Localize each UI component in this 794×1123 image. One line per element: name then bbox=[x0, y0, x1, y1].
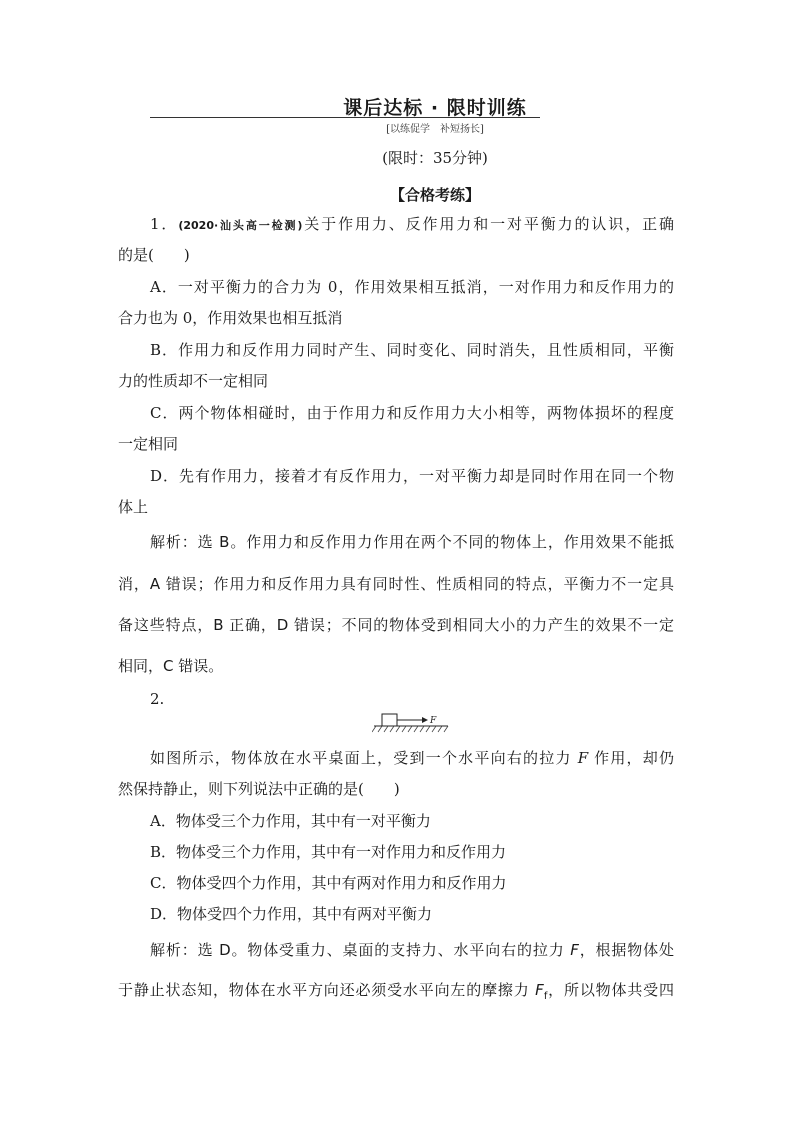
q1-option-d-line-1: D．先有作用力，接着才有反作用力，一对平衡力却是同时作用在同一个物 bbox=[150, 467, 674, 485]
q1-source: (2020·汕头高一检测) bbox=[178, 219, 303, 232]
section-title: 【合格考练】 bbox=[389, 186, 480, 204]
q1-option-a-line-2: 合力也为 0，作用效果也相互抵消 bbox=[118, 309, 343, 327]
time-limit: (限时：35分钟) bbox=[382, 149, 488, 167]
q1-number: 1． bbox=[150, 215, 179, 233]
q2-option-d: D．物体受四个力作用，其中有两对平衡力 bbox=[150, 905, 433, 923]
q2-exp-2a: 于静止状态知，物体在水平方向还必须受水平向左的摩擦力 bbox=[118, 981, 536, 999]
q2-exp-friction-symbol: F bbox=[535, 981, 544, 999]
q1-stem-line-2: 的是( ) bbox=[118, 246, 190, 264]
q2-option-b: B．物体受三个力作用，其中有一对作用力和反作用力 bbox=[150, 843, 507, 861]
q1-option-b-line-1: B．作用力和反作用力同时产生、同时变化、同时消失，且性质相同，平衡 bbox=[150, 341, 674, 359]
header-rule bbox=[150, 117, 540, 118]
q1-option-c-line-1: C．两个物体相碰时，由于作用力和反作用力大小相等，两物体损坏的程度 bbox=[150, 404, 674, 422]
q2-option-a: A．物体受三个力作用，其中有一对平衡力 bbox=[150, 812, 431, 830]
block-on-table-diagram bbox=[372, 712, 452, 738]
q2-stem-1b: 作用，却仍 bbox=[588, 749, 674, 767]
q2-stem-line-1 bbox=[150, 747, 674, 768]
q2-stem-1a: 如图所示，物体放在水平桌面上，受到一个水平向右的拉力 bbox=[150, 749, 578, 767]
q1-option-d-line-2: 体上 bbox=[118, 498, 149, 516]
q1-explanation-line-3: 备这些特点，B 正确，D 错误；不同的物体受到相同大小的力产生的效果不一定 bbox=[118, 616, 674, 634]
q1-explanation-line-4: 相同，C 错误。 bbox=[118, 657, 224, 675]
force-label: F bbox=[430, 716, 437, 726]
q2-explanation-line-1 bbox=[150, 939, 674, 960]
header-subtitle: [以练促学 补短扬长] bbox=[386, 124, 484, 135]
header-title: 课后达标 · 限时训练 bbox=[343, 97, 527, 119]
q1-stem-line-1 bbox=[150, 213, 674, 234]
q2-number: 2. bbox=[150, 690, 165, 708]
q2-exp-1b: ，根据物体处 bbox=[578, 941, 674, 959]
q1-explanation-line-1: 解析：选 B。作用力和反作用力作用在两个不同的物体上，作用效果不能抵 bbox=[150, 533, 674, 551]
q2-figure bbox=[372, 712, 452, 738]
q2-exp-2b: ，所以物体共受四 bbox=[547, 981, 674, 999]
force-arrow-head bbox=[422, 717, 428, 723]
table-hatching bbox=[372, 726, 448, 732]
block-shape bbox=[382, 714, 397, 726]
q2-exp-friction-subscript: f bbox=[543, 991, 548, 1002]
q2-explanation-line-2 bbox=[118, 979, 674, 1002]
q2-option-c: C．物体受四个力作用，其中有两对作用力和反作用力 bbox=[150, 874, 507, 892]
q2-exp-1a: 解析：选 D。物体受重力、桌面的支持力、水平向右的拉力 bbox=[150, 941, 571, 959]
q1-stem-1: 关于作用力、反作用力和一对平衡力的认识，正确 bbox=[302, 215, 674, 233]
q1-option-a-line-1: A．一对平衡力的合力为 0，作用效果相互抵消，一对作用力和反作用力的 bbox=[150, 278, 674, 296]
q1-option-b-line-2: 力的性质却不一定相同 bbox=[118, 372, 269, 390]
q2-exp-force-symbol: F bbox=[570, 941, 579, 959]
q2-stem-line-2: 然保持静止，则下列说法中正确的是( ) bbox=[118, 780, 400, 798]
q1-explanation-line-2: 消，A 错误；作用力和反作用力具有同时性、性质相同的特点，平衡力不一定具 bbox=[118, 575, 674, 593]
q1-option-c-line-2: 一定相同 bbox=[118, 435, 179, 453]
q2-stem-force-symbol: F bbox=[577, 749, 589, 767]
